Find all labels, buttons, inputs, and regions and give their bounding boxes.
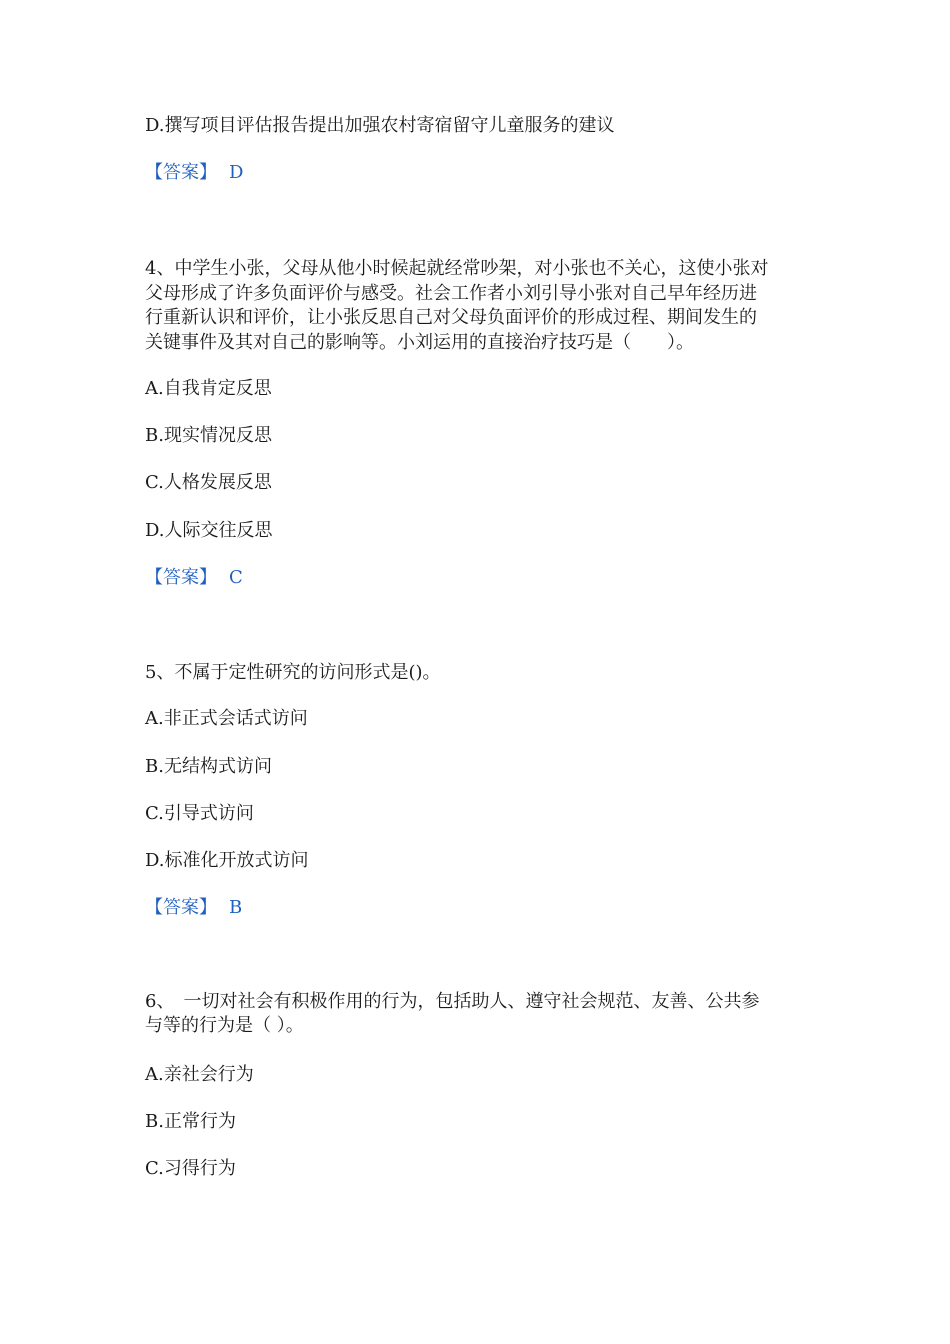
q3-answer [145, 161, 243, 185]
q4-stem-line-4: 关键事件及其对自己的影响等。小刘运用的直接治疗技巧是（ ）。 [145, 332, 694, 353]
q6-stem-line-1: 6、 一切对社会有积极作用的行为，包括助人、遵守社会规范、友善、公共参 [145, 991, 760, 1012]
q6-option-c: C.习得行为 [145, 1158, 236, 1179]
q3-option-d: D.撰写项目评估报告提出加强农村寄宿留守儿童服务的建议 [145, 115, 615, 136]
q4-option-d: D.人际交往反思 [145, 520, 273, 541]
q4-answer [145, 566, 243, 590]
q6-option-b: B.正常行为 [145, 1111, 236, 1132]
q5-option-d: D.标准化开放式访问 [145, 850, 309, 871]
q6-option-a: A.亲社会行为 [145, 1064, 254, 1085]
q5-option-b: B.无结构式访问 [145, 756, 272, 777]
q4-stem-line-3: 行重新认识和评价，让小张反思自己对父母负面评价的形成过程、期间发生的 [145, 307, 757, 328]
q4-stem-line-1: 4、中学生小张，父母从他小时候起就经常吵架，对小张也不关心，这使小张对 [145, 258, 769, 279]
q4-option-b: B.现实情况反思 [145, 425, 272, 446]
q4-answer-value: C [229, 567, 243, 588]
q5-answer-value: B [229, 897, 243, 918]
q4-option-a: A.自我肯定反思 [145, 378, 272, 399]
q4-option-c: C.人格发展反思 [145, 472, 272, 493]
q4-answer-label: 【答案】 [145, 567, 217, 588]
q3-answer-label: 【答案】 [145, 162, 217, 183]
q6-stem-line-2: 与等的行为是（ ）。 [145, 1015, 304, 1036]
q5-stem: 5、不属于定性研究的访问形式是()。 [145, 662, 441, 683]
q3-answer-value: D [229, 162, 244, 183]
q5-answer [145, 896, 242, 920]
q5-option-c: C.引导式访问 [145, 803, 254, 824]
q5-answer-label: 【答案】 [145, 897, 217, 918]
q5-option-a: A.非正式会话式访问 [145, 708, 308, 729]
q4-stem-line-2: 父母形成了许多负面评价与感受。社会工作者小刘引导小张对自己早年经历进 [145, 283, 757, 304]
